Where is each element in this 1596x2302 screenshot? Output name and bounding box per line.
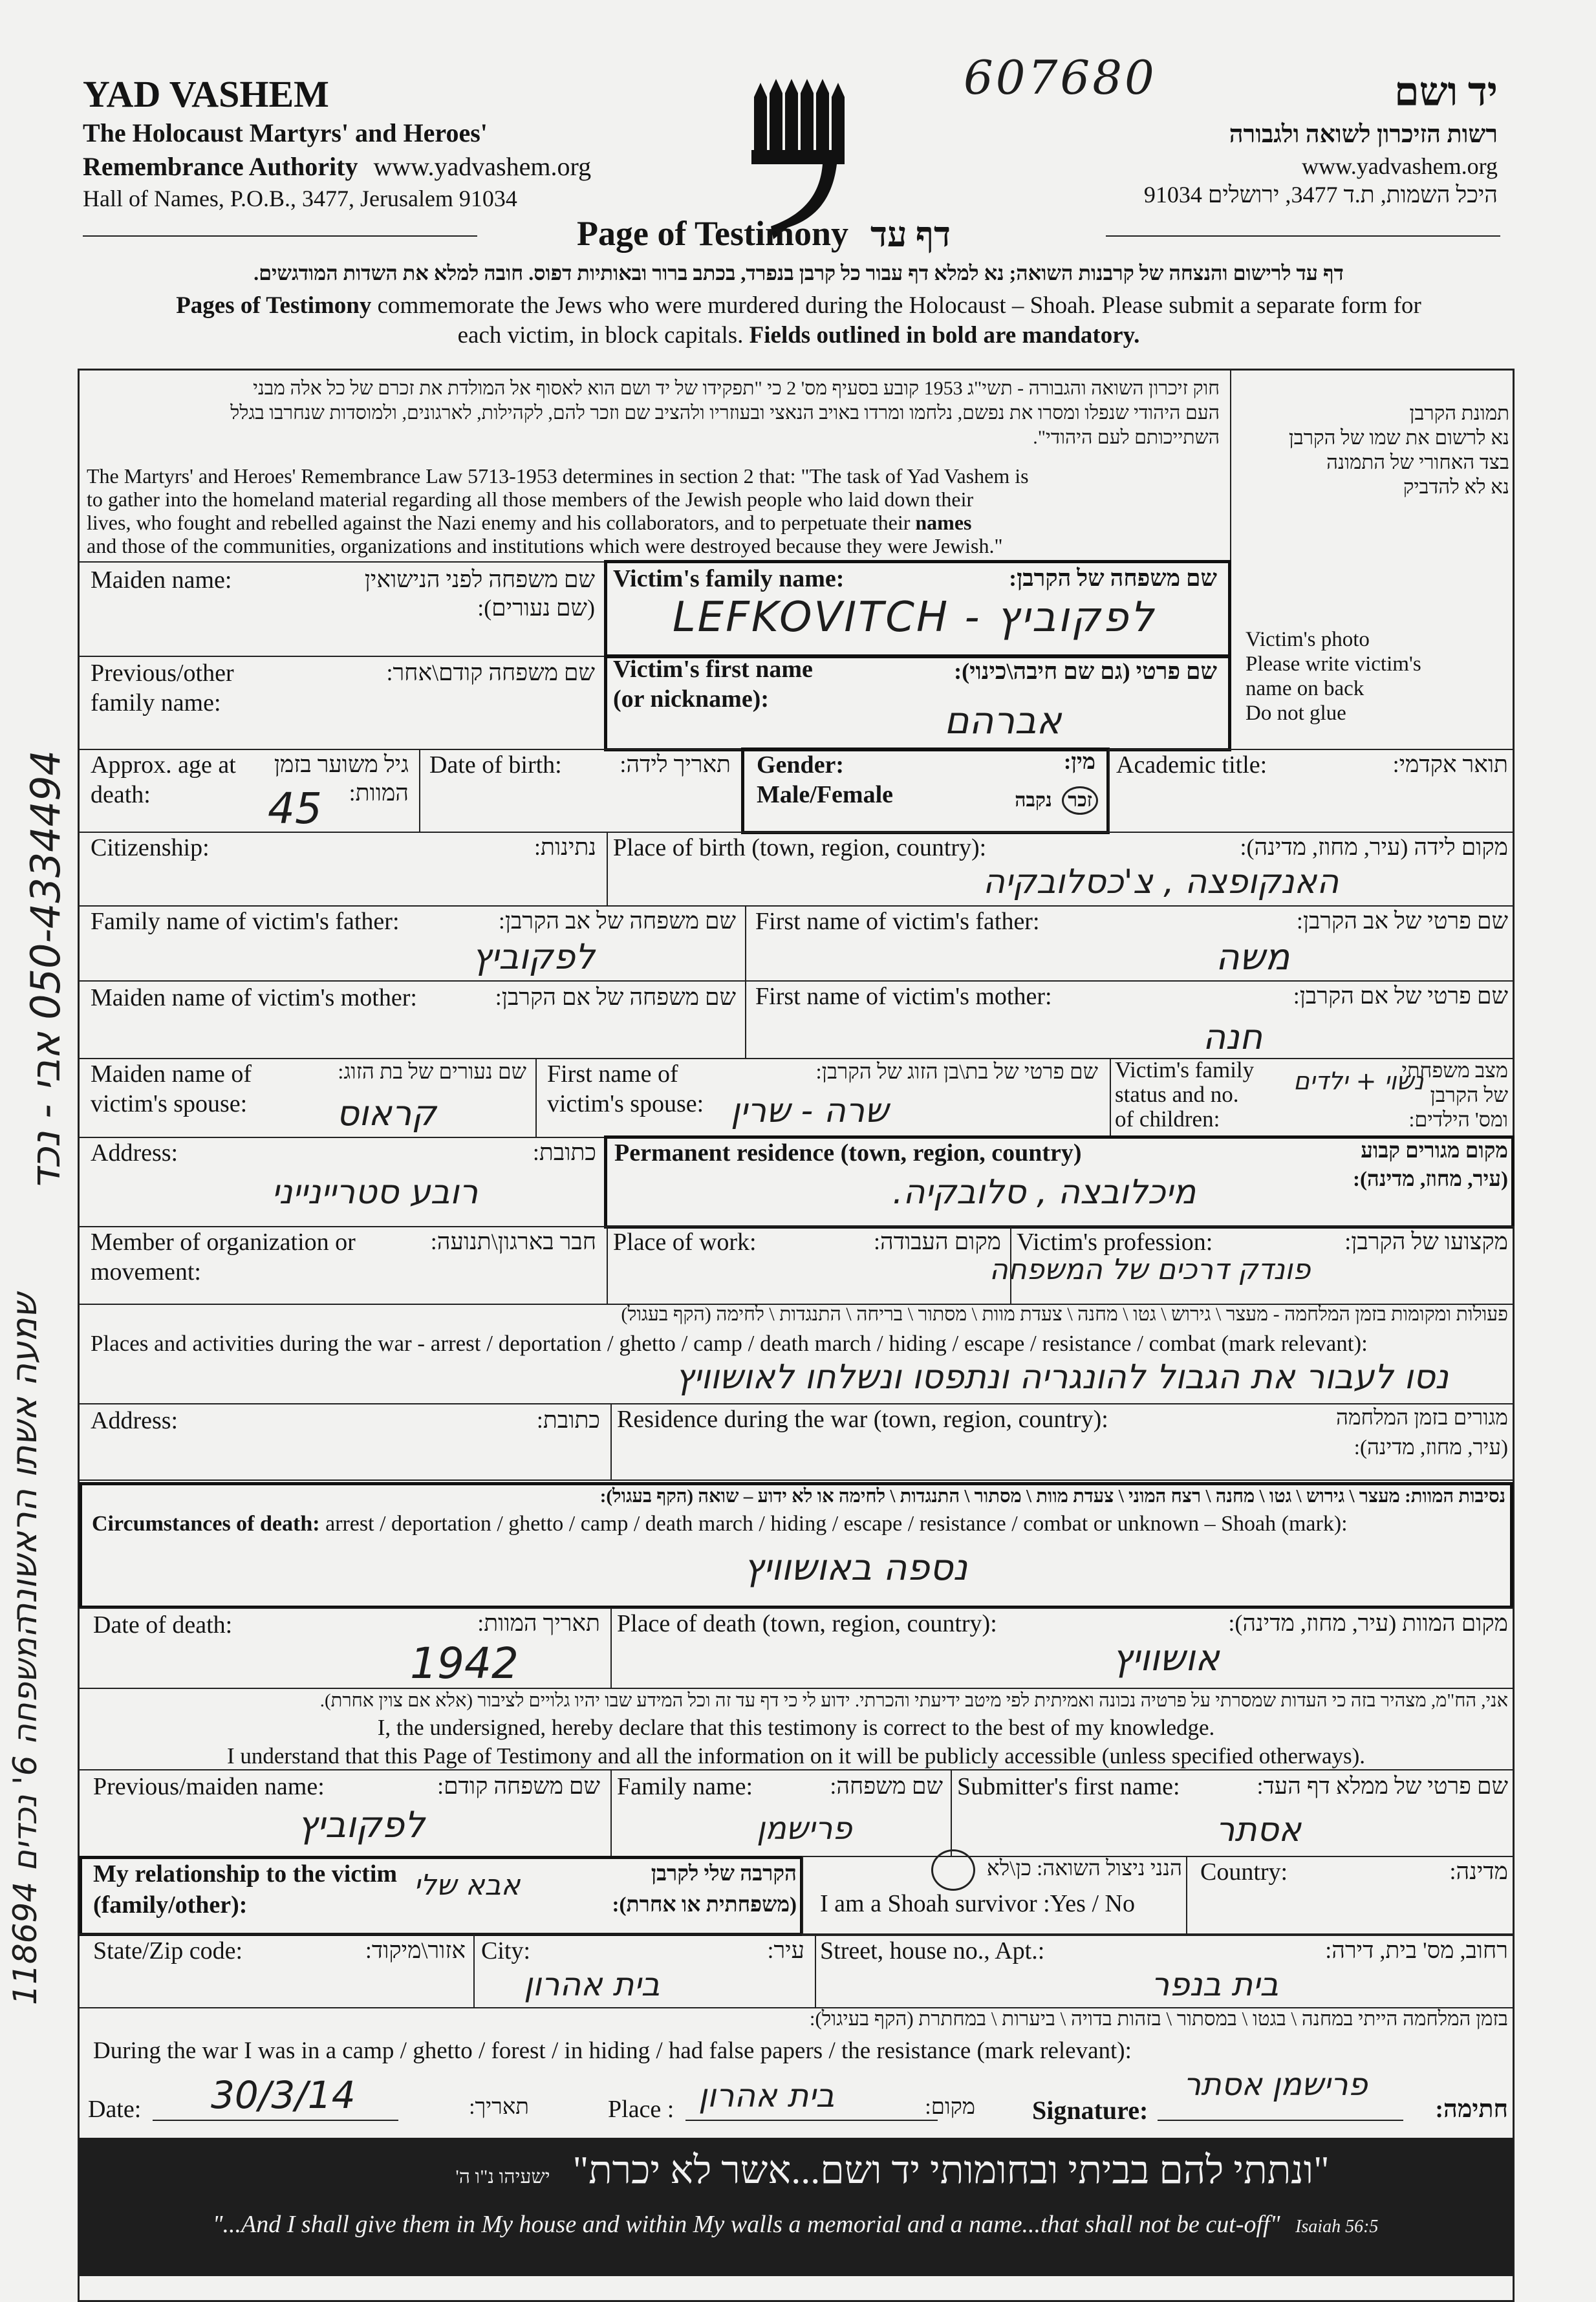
- signature-value: פרישמן אסתר: [1183, 2067, 1368, 2103]
- city-value: בית אהרון: [524, 1966, 660, 2003]
- previous-label-1: Previous/other: [91, 660, 234, 687]
- submitter-prev-name-label: Previous/maiden name:: [93, 1773, 325, 1800]
- death-place-label-he: מקום המוות (עיר, מחוז, מדינה):: [1228, 1610, 1508, 1636]
- photo-en-3: name on back: [1246, 677, 1364, 700]
- margin-note-3: המשפחה 6' נכדים 118694: [6, 1617, 44, 2005]
- date-label-he: תאריך:: [469, 2095, 529, 2119]
- profession-label-he: מקצועו של הקרבן:: [1344, 1229, 1508, 1254]
- law-en-line2: to gather into the homeland material regarding all those members of the Jewish people who laid down their: [87, 488, 974, 511]
- spouse-first-label-2: victim's spouse:: [547, 1090, 704, 1117]
- age-label-2: death:: [91, 781, 151, 808]
- spouse-maiden-label: [91, 1059, 252, 1119]
- war-residence-he-1: מגורים בזמן המלחמה: [1336, 1406, 1508, 1430]
- country-label: Country:: [1200, 1858, 1288, 1886]
- photo-en-1: Victim's photo: [1246, 628, 1370, 651]
- residence-label: Permanent residence (town, region, country): [614, 1139, 1082, 1167]
- family-name-label-he: שם משפחה של הקרבן:: [1009, 565, 1217, 591]
- law-en-line4: and those of the communities, organizations and institutions which were destroyed because they were Jewish.": [87, 534, 1003, 557]
- place-label-he: מקום:: [925, 2095, 975, 2119]
- family-status-value: נשוי + ילדים: [1293, 1067, 1424, 1095]
- org-address-en: Hall of Names, P.O.B., 3477, Jerusalem 91034: [83, 186, 517, 211]
- death-circ-bold: Circumstances of death:: [92, 1512, 320, 1536]
- previous-label-2: family name:: [91, 689, 221, 716]
- law-en: [87, 464, 1225, 557]
- dob-label: Date of birth:: [429, 751, 562, 779]
- age-label-1: Approx. age at: [91, 751, 236, 779]
- handwritten-number: 607680: [964, 50, 1157, 105]
- first-name-label-1: Victim's first name: [613, 656, 813, 683]
- place-line: [685, 2120, 938, 2121]
- place-value: בית אהרון: [698, 2077, 835, 2114]
- previous-name-label: [91, 658, 234, 718]
- margin-note-1: 050-4334494 אבי - נכד: [22, 750, 69, 1190]
- war-address-label-he: כתובת:: [536, 1407, 600, 1433]
- survivor-label: I am a Shoah survivor :Yes / No: [820, 1890, 1135, 1917]
- law-he-line3: השתייכותם לעם היהודי".: [1033, 427, 1220, 448]
- photo-en-2: Please write victim's: [1246, 652, 1421, 676]
- footer-en-text: "...And I shall give them in My house and within My walls a memorial and a name...that shall not be cut-off": [212, 2211, 1280, 2238]
- gender-label-he: מין:: [1063, 750, 1095, 774]
- org-subtitle-en: The Holocaust Martyrs' and Heroes': [83, 118, 488, 147]
- gender-label: [757, 750, 893, 810]
- war-residence-label-he: [1336, 1403, 1508, 1463]
- member-label-1: Member of organization or: [91, 1229, 356, 1256]
- age-he-2: המוות:: [349, 780, 409, 806]
- signature-line: [1158, 2120, 1403, 2121]
- page-title-he: דף עד: [870, 215, 951, 254]
- signature-label: Signature:: [1032, 2096, 1148, 2125]
- submitter-first-value: אסתר: [1216, 1811, 1302, 1849]
- photo-he-3: בצד האחורי של התמונה: [1326, 451, 1509, 473]
- residence-he-1: מקום מגורים קבוע: [1361, 1139, 1508, 1163]
- margin-note-2: שמעה אשתו הראשונה: [4, 1293, 45, 1626]
- residence-label-he: [1353, 1137, 1508, 1194]
- member-label-he: חבר בארגון\תנועה:: [430, 1229, 596, 1254]
- relationship-label: [93, 1858, 397, 1920]
- birthplace-label-he: מקום לידה (עיר, מחוז, מדינה):: [1240, 834, 1508, 860]
- spouse-first-value: שרה - שרין: [731, 1092, 889, 1130]
- date-line: [153, 2120, 398, 2121]
- spouse-maiden-value: קראוס: [336, 1093, 437, 1134]
- spouse-first-label-he: שם פרטי של בת\בן הזוג של הקרבן:: [815, 1060, 1098, 1084]
- org-url-en: www.yadvashem.org: [373, 152, 592, 181]
- street-label-he: רחוב, מס' בית, דירה:: [1325, 1937, 1508, 1963]
- birthplace-label: Place of birth (town, region, country):: [613, 834, 987, 861]
- war-residence-he-2: (עיר, מחוז, מדינה):: [1353, 1436, 1508, 1459]
- law-en-line3-text: lives, who fought and rebelled against the Nazi enemy and his collaborators, and to perpetuate their: [87, 511, 911, 534]
- org-subtitle-he: רשות הזיכרון לשואה ולגבורה: [1229, 121, 1498, 148]
- death-circumstances-label-he: נסיבות המוות: מעצר \ גירוש \ גטו \ מחנה \ רצח המוני \ צעדת מוות \ מסתור \ התנגדות \ לחימה או לא ידוע – שואה (הקף בעגול):: [599, 1486, 1505, 1507]
- first-name-value: אברהם: [944, 698, 1062, 742]
- profession-label: Victim's profession:: [1017, 1229, 1213, 1256]
- submitter-family-value: פרישמן: [757, 1811, 852, 1847]
- dob-label-he: תאריך לידה:: [620, 751, 731, 777]
- family-status-label-3: of children:: [1115, 1106, 1220, 1132]
- law-he: [89, 376, 1220, 450]
- footer-en-ref: Isaiah 56:5: [1295, 2217, 1379, 2237]
- maiden-name-label-he: [365, 565, 595, 622]
- street-value: בית בנפר: [1151, 1966, 1279, 2003]
- war-activities-label: Places and activities during the war - arrest / deportation / ghetto / camp / death march / hiding / escape / resistance / combat (mark relevant):: [91, 1331, 1368, 1356]
- gender-label-1: Gender:: [757, 751, 845, 779]
- family-status-he-2: של הקרבן: [1430, 1083, 1508, 1106]
- declaration-en: [78, 1714, 1515, 1770]
- submitter-family-label-he: שם משפחה:: [830, 1773, 943, 1799]
- spouse-maiden-label-2: victim's spouse:: [91, 1090, 248, 1117]
- death-date-label-he: תאריך המוות:: [477, 1610, 600, 1636]
- gender-female-option[interactable]: נקבה: [1015, 790, 1052, 811]
- spouse-first-label-1: First name of: [547, 1060, 678, 1088]
- mother-maiden-label-he: שם משפחה של אם הקרבן:: [495, 984, 736, 1010]
- photo-instructions-he: [1238, 401, 1509, 499]
- city-label: City:: [481, 1937, 531, 1964]
- previous-name-label-he: שם משפחה קודם\אחר:: [386, 660, 595, 685]
- state-label-he: אזור\מיקוד:: [365, 1937, 466, 1963]
- war-activities-value: נסו לעבור את הגבול להונגריה ונתפסו ונשלחו לאושוויץ: [675, 1358, 1449, 1397]
- address-label: Address:: [91, 1139, 178, 1167]
- relationship-he-1: הקרבה שלי לקרבן: [651, 1862, 797, 1886]
- date-label: Date:: [88, 2096, 142, 2123]
- header-rule-left: [83, 235, 477, 237]
- country-label-he: מדינה:: [1449, 1858, 1508, 1884]
- family-status-he-3: ומס' הילדים:: [1408, 1108, 1508, 1131]
- father-first-value: משה: [1216, 936, 1290, 978]
- gender-label-2: Male/Female: [757, 781, 894, 808]
- first-name-label-2: (or nickname):: [613, 685, 769, 713]
- photo-en-4: Do not glue: [1246, 702, 1346, 725]
- mother-first-value: חנה: [1203, 1017, 1263, 1057]
- submitter-first-label-he: שם פרטי של ממלא דף העד:: [1256, 1773, 1508, 1799]
- photo-he-2: נא לרשום את שמו של הקרבן: [1288, 426, 1509, 449]
- submitter-war-label: During the war I was in a camp / ghetto / forest / in hiding / had false papers / the resistance (mark relevant):: [93, 2038, 1132, 2064]
- law-en-line1: The Martyrs' and Heroes' Remembrance Law 5713-1953 determines in section 2 that: "The task of Yad Vashem is: [87, 464, 1029, 488]
- death-place-value: אושוויץ: [1112, 1637, 1220, 1679]
- law-en-names: names: [915, 511, 972, 534]
- spouse-maiden-label-1: Maiden name of: [91, 1060, 252, 1088]
- member-label-2: movement:: [91, 1258, 201, 1285]
- maiden-he-2: (שם נעורים):: [477, 595, 595, 621]
- relationship-he-2: (משפחתית או אחרת):: [612, 1893, 797, 1917]
- intro-en: [84, 291, 1513, 350]
- mother-first-label-he: שם פרטי של אם הקרבן:: [1293, 983, 1508, 1009]
- intro-line1: commemorate the Jews who were murdered during the Holocaust – Shoah. Please submit a separate form for: [371, 292, 1421, 319]
- age-value: 45: [268, 784, 322, 834]
- academic-label: Academic title:: [1116, 751, 1267, 779]
- place-label: Place :: [608, 2096, 674, 2123]
- war-residence-label: Residence during the war (town, region, country):: [617, 1406, 1108, 1433]
- member-label: [91, 1227, 356, 1287]
- work-label: Place of work:: [613, 1229, 757, 1256]
- intro-bold: Pages of Testimony: [176, 292, 372, 319]
- declaration-en-2: I understand that this Page of Testimony and all the information on it will be publicly accessible (unless specified otherways).: [226, 1743, 1366, 1769]
- birthplace-value: האנקופצה , צ'כסלובקיה: [983, 863, 1339, 901]
- relationship-label-he: [612, 1858, 797, 1920]
- law-he-line2: העם היהודי שנפלו ומסרו את נפשם, נלחמו ומרדו באויב הנאצי ובעוזריו ולהציב שם וזכר להם, לקהילות, לארגונים, ולמוסדות שנחרבו בגלל: [230, 402, 1220, 424]
- city-label-he: עיר:: [767, 1937, 804, 1963]
- death-circ-text: arrest / deportation / ghetto / camp / death march / hiding / escape / resistance / combat or unknown – Shoah (mark):: [319, 1512, 1348, 1536]
- father-first-label: First name of victim's father:: [755, 908, 1040, 935]
- age-label: [91, 750, 236, 810]
- intro-line2: each victim, in block capitals.: [457, 322, 749, 349]
- death-circumstances-label: [92, 1512, 1348, 1536]
- state-label: State/Zip code:: [93, 1937, 243, 1964]
- submitter-prev-name-value: לפקוביץ: [297, 1804, 425, 1846]
- declaration-en-1: I, the undersigned, hereby declare that this testimony is correct to the best of my knowledge.: [377, 1715, 1215, 1740]
- family-status-he-1: מצב משפחתי: [1401, 1059, 1508, 1082]
- date-value: 30/3/14: [211, 2073, 356, 2117]
- residence-he-2: (עיר, מחוז, מדינה):: [1352, 1168, 1508, 1191]
- mother-maiden-label: Maiden name of victim's mother:: [91, 984, 417, 1011]
- family-status-label-2: status and no.: [1115, 1082, 1239, 1107]
- war-address-label: Address:: [91, 1407, 178, 1434]
- street-label: Street, house no., Apt.:: [820, 1937, 1045, 1964]
- relationship-label-2: (family/other):: [93, 1891, 248, 1919]
- family-name-label: Victim's family name:: [613, 565, 845, 592]
- mother-first-label: First name of victim's mother:: [755, 983, 1052, 1010]
- intro-mandatory: Fields outlined in bold are mandatory.: [749, 322, 1140, 349]
- footer-quote-en: [84, 2210, 1507, 2239]
- footer-quote-he: [349, 2148, 1436, 2193]
- signature-label-he: חתימה:: [1435, 2096, 1508, 2123]
- org-subtitle2-en: [83, 151, 591, 182]
- maiden-he-1: שם משפחה לפני הנישואין: [364, 566, 595, 592]
- org-url-he: www.yadvashem.org: [1302, 153, 1498, 179]
- death-place-label: Place of death (town, region, country):: [617, 1610, 997, 1637]
- spouse-maiden-label-he: שם נעורים של בת הזוג:: [338, 1060, 526, 1084]
- profession-value: פונדק דרכים של המשפחה: [989, 1253, 1311, 1286]
- family-name-value: LEFKOVITCH - לפקוביץ: [673, 594, 1156, 641]
- death-circumstances-value: נספה באושוויץ: [744, 1547, 968, 1589]
- submitter-first-label: Submitter's first name:: [957, 1773, 1180, 1800]
- relationship-value: אבא שלי: [414, 1869, 521, 1902]
- first-name-label-he: שם פרטי (גם שם חיבה\כינוי):: [954, 658, 1217, 684]
- war-activities-label-he: פעולות ומקומות בזמן המלחמה - מעצר \ גירוש \ גטו \ מחנה \ צעדת מוות \ מסתור \ בריחה \ התנגדות \ לחימה (הקף בעגול): [621, 1304, 1508, 1325]
- footer-he-text: "ונתתי להם בביתי ובחומותי יד ושם...אשר לא יכרת": [572, 2149, 1330, 2191]
- maiden-name-label: Maiden name:: [91, 566, 232, 594]
- father-family-label-he: שם משפחה של אב הקרבן:: [498, 908, 736, 934]
- org-authority: Remembrance Authority: [83, 152, 358, 181]
- org-address-he: היכל השמות, ת.ד 3477, ירושלים 91034: [1143, 182, 1498, 208]
- father-first-label-he: שם פרטי של אב הקרבן:: [1296, 908, 1508, 934]
- spouse-first-label: [547, 1059, 704, 1119]
- citizenship-label: Citizenship:: [91, 834, 210, 861]
- family-status-label-1: Victim's family: [1115, 1057, 1255, 1082]
- gender-options-he: [1015, 786, 1098, 815]
- declaration-he: אני, הח"מ, מצהיר בזה כי העדות שמסרתי על פרטיה נכונה ואמיתית לפי מיטב ידיעתי והכרתי. ידוע לי כי דף עד זה וכל המידע שבו יהיו גלויים לציבור (אלא אם צוין אחרת).: [319, 1690, 1508, 1711]
- gender-male-option[interactable]: זכר: [1062, 786, 1098, 815]
- citizenship-label-he: נתינות:: [534, 834, 596, 860]
- survivor-yes-circle[interactable]: [931, 1849, 975, 1891]
- survivor-label-he: הנני ניצול השואה: כן\לא: [986, 1857, 1182, 1880]
- org-name-he: יד ושם: [1394, 70, 1498, 114]
- photo-he-1: תמונת הקרבן: [1409, 402, 1509, 424]
- first-name-label: [613, 654, 813, 714]
- submitter-family-label: Family name:: [617, 1773, 753, 1800]
- work-label-he: מקום העבודה:: [874, 1229, 1001, 1254]
- age-he-1: גיל משוער בזמן: [274, 751, 409, 777]
- address-value: רובע סטריינייני: [272, 1173, 479, 1212]
- submitter-prev-name-label-he: שם משפחה קודם:: [437, 1773, 600, 1799]
- address-label-he: כתובת:: [532, 1139, 596, 1165]
- footer-he-ref: ישעיהו נ"ו ה': [455, 2166, 550, 2188]
- header-rule-right: [1106, 235, 1500, 237]
- relationship-label-1: My relationship to the victim: [93, 1860, 398, 1888]
- academic-label-he: תואר אקדמי:: [1392, 751, 1508, 777]
- family-status-label: [1115, 1058, 1254, 1132]
- photo-instructions-en: [1246, 627, 1421, 726]
- photo-he-4: נא לא להדביק: [1403, 475, 1509, 498]
- org-name-en: YAD VASHEM: [83, 73, 329, 115]
- page-title-en: Page of Testimony: [577, 214, 849, 253]
- submitter-war-label-he: בזמן המלחמה הייתי במחנה \ בגטו \ במסתור \ בזהות בדויה \ ביערות \ במחתרת (הקף בעיגול):: [809, 2007, 1508, 2030]
- intro-he: דף עד לרישום והנצחה של קרבנות השואה; נא למלא דף עבור כל קרבן בנפרד, בכתב ברור ובאותיות דפוס. חובה למלא את השדות המודגשים.: [253, 261, 1344, 285]
- law-en-line3: [87, 511, 1225, 534]
- father-family-value: לפקוביץ: [472, 936, 595, 977]
- death-date-label: Date of death:: [93, 1611, 233, 1639]
- law-he-line1: חוק זיכרון השואה והגבורה - תשי"ג 1953 קובע בסעיף מס' 2 כי "תפקידו של יד ושם הוא לאסוף אל המולדת את זכרם של כל אלה מבני: [253, 378, 1220, 399]
- father-family-label: Family name of victim's father:: [91, 908, 400, 935]
- residence-value: מיכלובצה , סלובקיה.: [892, 1173, 1196, 1212]
- death-date-value: 1942: [410, 1639, 519, 1688]
